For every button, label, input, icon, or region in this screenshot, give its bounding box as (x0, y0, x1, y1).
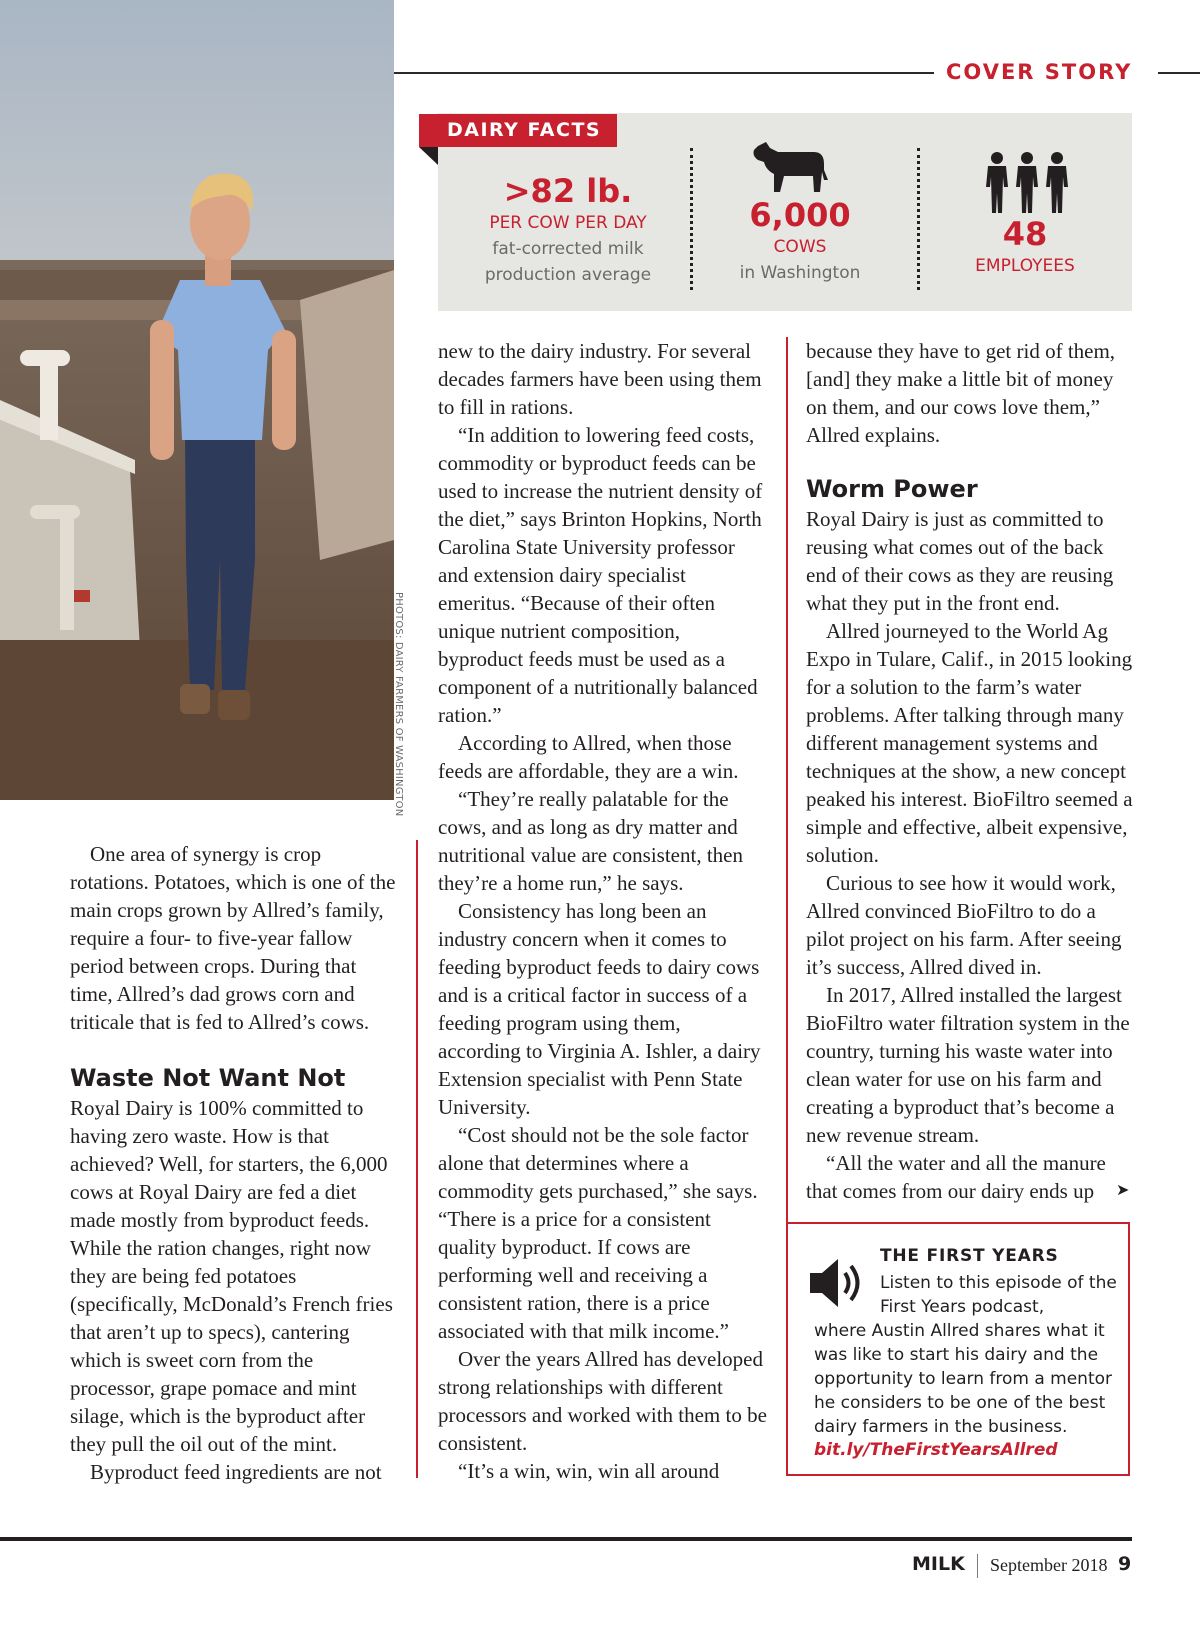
people-icon (982, 151, 1072, 215)
photo-credit: PHOTOS: DAIRY FARMERS OF WASHINGTON (393, 592, 404, 817)
column-rule (416, 840, 418, 1478)
paragraph: “All the water and all the manure that comes from our dairy ends up (806, 1151, 1106, 1203)
paragraph: “They’re really palatable for the cows, and as long as dry matter and nutritional value are consistent, then they’re a home run,” he says. (438, 787, 743, 895)
article-column-1 (70, 840, 400, 1486)
footer-separator (977, 1554, 978, 1578)
dairy-facts-tag: DAIRY FACTS (419, 114, 617, 147)
paragraph: “Cost should not be the sole factor alone that determines where a commodity gets purchased,” she says. “There is a price for a consistent quality byproduct. If cows are performing well and receiving a consistent ration, there is a price associated with that milk income.” (438, 1123, 758, 1343)
fact-cows (700, 196, 900, 286)
paragraph: One area of synergy is crop rotations. Potatoes, which is one of the main crops grown by Allred’s family, require a four- to five-year fallow period between crops. During that time, Allred’s dad grows corn and triticale that is fed to Allred’s cows. (70, 842, 396, 1034)
paragraph: Curious to see how it would work, Allred convinced BioFiltro to do a pilot project on his farm. After seeing it’s success, Allred dived in. (806, 871, 1122, 979)
paragraph: Over the years Allred has developed strong relationships with different processors and worked with them to be consistent. (438, 1347, 767, 1455)
header-rule-end (1158, 72, 1200, 74)
fact-unit: COWS (773, 237, 827, 257)
paragraph: Allred journeyed to the World Ag Expo in Tulare, Calif., in 2015 looking for a solution to the farm’s water problems. After talking through many different management systems and techniques at the show, a new concept peaked his interest. BioFiltro seemed a simple and effective, albeit expensive, solution. (806, 619, 1133, 867)
speaker-icon (808, 1255, 866, 1311)
section-heading: Waste Not Want Not (70, 1064, 346, 1092)
fact-desc: in Washington (739, 263, 861, 283)
paragraph: Consistency has long been an industry concern when it comes to feeding byproduct feeds to dairy cows and is a critical factor in success of a feeding program using them, according to Virginia A. Ishler, a dairy Extension specialist with Penn State University. (438, 899, 761, 1119)
paragraph: Royal Dairy is just as committed to reusing what comes out of the back end of their cows as they are reusing what they put in the front end. (806, 507, 1114, 615)
paragraph: new to the dairy industry. For several decades farmers have been using them to fill in rations. (438, 339, 762, 419)
podcast-lead: Listen to this episode of the First Years podcast, (880, 1273, 1117, 1317)
podcast-title: THE FIRST YEARS (880, 1246, 1059, 1266)
paragraph: Royal Dairy is 100% committed to having zero waste. How is that achieved? Well, for starters, the 6,000 cows at Royal Dairy are fed a diet made mostly from byproduct feeds. While the ration changes, right now they are being fed potatoes (specifically, McDonald’s French fries that aren’t up to specs), cantering which is sweet corn from the processor, grape pomace and mint silage, which is the byproduct after they pull the oil out of the mint. (70, 1096, 393, 1456)
fact-value: 48 (1002, 215, 1048, 253)
paragraph: Byproduct feed ingredients are not (90, 1460, 382, 1484)
section-label: COVER STORY (946, 60, 1133, 84)
fact-unit: EMPLOYEES (975, 256, 1075, 276)
cow-icon (750, 136, 830, 196)
farmer-photo-illustration (0, 0, 394, 800)
column-rule (786, 337, 788, 1227)
fact-desc: fat-corrected milk (492, 239, 644, 259)
header-rule (394, 72, 934, 74)
section-heading: Worm Power (806, 475, 978, 503)
article-column-3 (806, 337, 1136, 1205)
cover-photo (0, 0, 394, 800)
footer-rule (0, 1537, 1132, 1541)
fact-value: >82 lb. (503, 172, 633, 210)
paragraph: “It’s a win, win, win all around (458, 1459, 720, 1483)
issue-date: September 2018 (990, 1555, 1108, 1575)
fact-divider (690, 148, 693, 290)
podcast-body: where Austin Allred shares what it was like to start his dairy and the opportunity to learn from a mentor he considers to be one of the best dairy farmers in the business. (814, 1321, 1113, 1437)
fact-employees (918, 215, 1132, 279)
paragraph: In 2017, Allred installed the largest BioFiltro water filtration system in the country, turning his waste water into clean water for use on his farm and creating a byproduct that’s become a new revenue stream. (806, 983, 1130, 1147)
magazine-logo: MILK (912, 1553, 965, 1575)
paragraph: According to Allred, when those feeds are affordable, they are a win. (438, 731, 739, 783)
paragraph: because they have to get rid of them, [and] they make a little bit of money on them, and our cows love them,” Allred explains. (806, 339, 1116, 447)
tag-fold (419, 147, 438, 165)
podcast-link[interactable]: bit.ly/TheFirstYearsAllred (814, 1440, 1058, 1460)
article-column-2 (438, 337, 768, 1485)
continue-arrow-icon: ➤ (1116, 1180, 1130, 1199)
fact-desc: production average (484, 265, 652, 285)
fact-value: 6,000 (749, 196, 851, 234)
fact-milk-production (448, 172, 688, 288)
fact-unit: PER COW PER DAY (489, 213, 647, 233)
paragraph: “In addition to lowering feed costs, commodity or byproduct feeds can be used to increase the nutrient density of the diet,” says Brinton Hopkins, North Carolina State University professor and extension dairy specialist emeritus. “Because of their often unique nutrient composition, byproduct feeds must be used as a component of a nutritionally balanced ration.” (438, 423, 763, 727)
page-number: 9 (1118, 1553, 1132, 1575)
